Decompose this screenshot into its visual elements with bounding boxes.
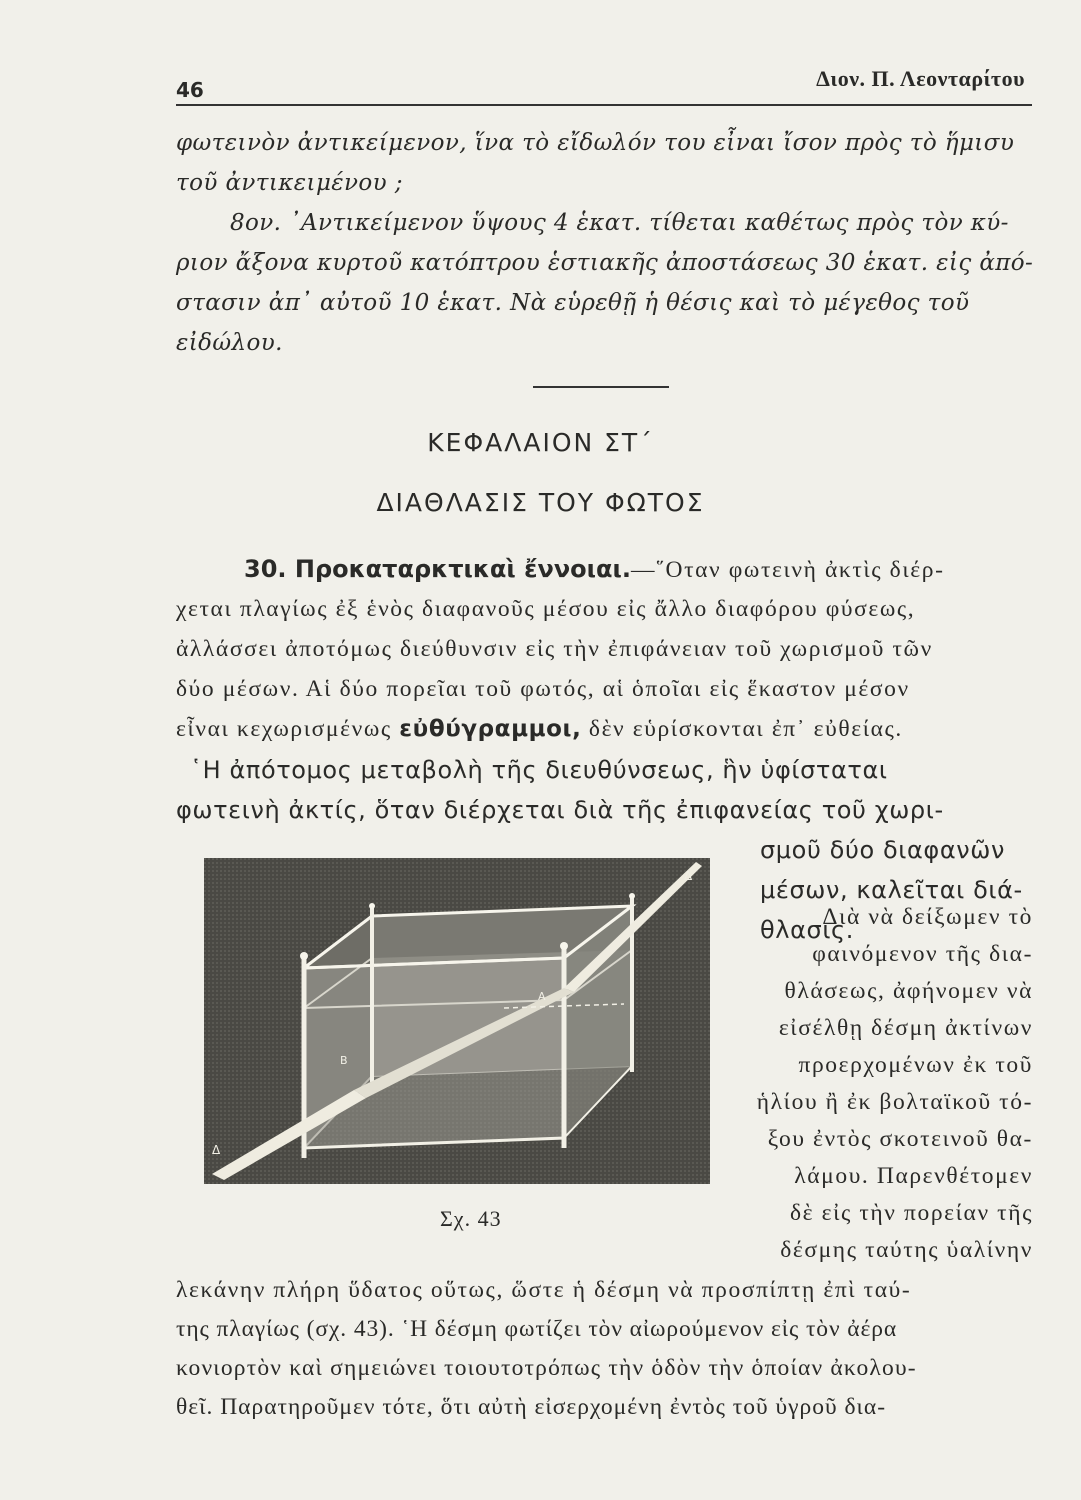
intro-line: φωτεινὸν ἀντικείμενον, ἵνα τὸ εἴδωλόν του εἶναι ἴσον πρὸς τὸ ἥμισυ: [176, 130, 1015, 156]
intro-line: τοῦ ἀντικειμένου ;: [176, 170, 403, 196]
section-heading-rest: —῞Οταν φωτεινὴ ἀκτὶς διέρ-: [630, 557, 945, 583]
intro-line: εἰδώλου.: [176, 330, 283, 356]
label-b: B: [340, 1054, 348, 1067]
body-line: χεται πλαγίως ἐξ ἑνὸς διαφανοῦς μέσου εἰς ἄλλο διαφόρου φύσεως,: [176, 596, 916, 622]
section-heading: 30. Προκαταρκτικαὶ ἔννοιαι.: [244, 555, 631, 583]
side-line: εἰσέλθῃ δέσμη ἀκτίνων: [778, 1015, 1033, 1041]
definition-line: θλασις.: [760, 916, 854, 944]
section-divider: [533, 386, 669, 388]
definition-line: σμοῦ δύο διαφανῶν: [760, 836, 1005, 864]
body-line: της πλαγίως (σχ. 43). ῾Η δέσμη φωτίζει τὸν αἰωρούμενον εἰς τὸν ἀέρα: [176, 1316, 898, 1342]
body-line-mixed: [176, 716, 903, 743]
body-line: θεῖ. Παρατηροῦμεν τότε, ὅτι αὐτὴ εἰσερχομένη ἐντὸς τοῦ ὑγροῦ δια-: [176, 1394, 887, 1420]
side-line: θλάσεως, ἀφήνομεν νὰ: [784, 978, 1033, 1004]
chapter-title: ΔΙΑΘΛΑΣΙΣ ΤΟΥ ΦΩΤΟΣ: [376, 488, 705, 517]
section-heading-line: [244, 555, 945, 584]
basin-illustration: [204, 858, 710, 1184]
side-line: ἡλίου ἢ ἐκ βολταϊκοῦ τό-: [756, 1089, 1033, 1115]
side-line: φαινόμενον τῆς δια-: [812, 941, 1033, 967]
side-line: προερχομένων ἐκ τοῦ: [798, 1052, 1033, 1078]
side-line: δὲ εἰς τὴν πορείαν τῆς: [789, 1200, 1033, 1226]
header-rule: [176, 104, 1032, 106]
definition-line: ῾Η ἀπότομος μεταβολὴ τῆς διευθύνσεως, ἣν ὑφίσταται: [190, 756, 888, 784]
side-line: λάμου. Παρενθέτομεν: [794, 1163, 1033, 1189]
page-number: 46: [176, 78, 204, 102]
chapter-label: ΚΕΦΑΛΑΙΟΝ ΣΤ΄: [427, 428, 654, 457]
intro-line: 8ον. ᾿Αντικείμενον ὕψους 4 ἑκατ. τίθεται καθέτως πρὸς τὸν κύ-: [230, 210, 1009, 236]
side-line: δέσμης ταύτης ὑαλίνην: [780, 1237, 1033, 1263]
side-line: ξου ἐντὸς σκοτεινοῦ θα-: [767, 1126, 1033, 1152]
bold-term: εὐθύγραμμοι,: [399, 716, 582, 742]
definition-line: μέσων, καλεῖται διά-: [760, 876, 1023, 904]
body-text: εἶναι κεχωρισμένως: [176, 716, 400, 742]
label-delta-top: Δ: [684, 869, 693, 883]
label-a: A: [538, 990, 546, 1003]
body-line: λεκάνην πλήρη ὕδατος οὕτως, ὥστε ἡ δέσμη νὰ προσπίπτῃ ἐπὶ ταύ-: [176, 1277, 912, 1303]
running-head: Διον. Π. Λεονταρίτου: [816, 66, 1025, 91]
label-delta-bottom: Δ: [212, 1143, 221, 1157]
intro-line: ριον ἄξονα κυρτοῦ κατόπτρου ἑστιακῆς ἀποστάσεως 30 ἑκατ. εἰς ἀπό-: [176, 250, 1034, 276]
body-line: δύο μέσων. Αἱ δύο πορεῖαι τοῦ φωτός, αἱ ὁποῖαι εἰς ἕκαστον μέσον: [176, 676, 910, 702]
body-line: κονιορτὸν καὶ σημειώνει τοιουτοτρόπως τὴν ὁδὸν τὴν ὁποίαν ἀκολου-: [176, 1355, 917, 1381]
body-line: ἀλλάσσει ἀποτόμως διεύθυνσιν εἰς τὴν ἐπιφάνειαν τοῦ χωρισμοῦ τῶν: [176, 636, 933, 662]
side-line: Διὰ νὰ δείξωμεν τὸ: [822, 904, 1033, 930]
figure-caption: Σχ. 43: [440, 1206, 502, 1231]
definition-line: φωτεινὴ ἀκτίς, ὅταν διέρχεται διὰ τῆς ἐπιφανείας τοῦ χωρι-: [176, 796, 944, 824]
body-text: δὲν εὑρίσκονται ἐπ᾿ εὐθείας.: [581, 716, 903, 742]
intro-line: στασιν ἀπ᾿ αὐτοῦ 10 ἑκατ. Νὰ εὑρεθῇ ἡ θέσις καὶ τὸ μέγεθος τοῦ: [176, 290, 970, 316]
figure-refraction-basin: [204, 858, 710, 1184]
